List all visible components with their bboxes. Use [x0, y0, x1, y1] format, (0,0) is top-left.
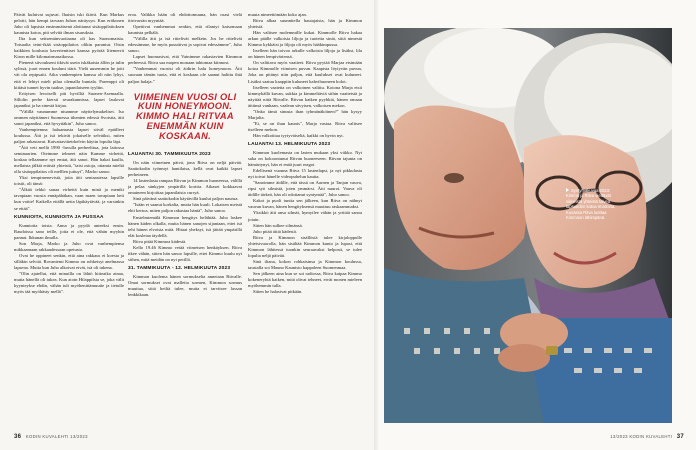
article-paragraph: On valittava myös vaatteet. Ritva pyytää Marjaa etsimään kotoa Kimmolle viimisen puvun. Kaapista löytyvän puvun, Joka on pitänyt niin paljon, että kaulukset ovat kuluneet. Lisäksi saatuu kaappiin kuluneet kahvihuoneen kolot. — [248, 60, 362, 84]
article-paragraph: Kello 19.46 Kimmo vetää viimeisen henkäyksen. Ritva itkee vähän, sitten hän sanoo lapsille, ettei Kimmo kuulu nyt siihen, mitä meidän on nyt perillä. — [128, 244, 242, 262]
section-heading: LAUANTAI 13. HELMIKUUTA 2023 — [248, 141, 331, 147]
article-paragraph: "Älkää tehkö sanaa virhettä kuin minä ja meniki tavapiaan vuosia ennäpähäkan, vaan maen tavapiaan heti kun voitte! Kaikella ettällä uetta läpikäytävää, ja varsinkin se ettää". — [14, 187, 124, 211]
article-paragraph: Kakot ja puoli tuntia sen jälkeen, kun Ritva on nähnyt vauvan kuvan, hänen hengityksensä muuttuu raskaammaksi. — [248, 198, 362, 210]
column-1 — [14, 12, 124, 420]
article-paragraph: Lapset huomasivat, että Vainimme rakastavien Kimmon perheessä. Ritva saa mopen monaan tahtomaa kiinnost. — [128, 54, 242, 66]
left-footer-label: KODIN KUVALEHTI 13/2023 — [25, 434, 88, 439]
article-paragraph: "Onko tämä sinusta ihan tyhmänäköinen?" hän kysyy Marjalta. — [248, 108, 362, 120]
pull-quote: VIIMEINEN VUOSI OLI KUIN HONEYMOON. KIMMO HALI RITVAA ENEMMÄN KUIN KOSKAAN. — [133, 91, 237, 142]
article-paragraph: On näin viimeinen päivä, jona Ritva on neljä päivää. Saattokodin työnmyt hantilaisa, kellä ovat kaikki lapset perheineen. — [128, 160, 242, 178]
article-paragraph: Ritva alkaa suunnitella hautajaisia, hän ja Kimmon yhteisiä. — [248, 18, 362, 30]
article-paragraph: 14 lastenlasta rampaa Ritvan ja Kimmon huoneessa, välillä ja pelaa sänkyjen ympärillä korttia. Aikaset kokkaavat omaineen kirjoittaa japanilaista curryä. — [128, 178, 242, 196]
article-paragraph: "Sanoimme äidille, että tässä on Aarnen ja Tanjan vauva, ripsi syö silmistä, joten ymmärsi. Äiti nauroi. Vauva oli äidille tärkeä, hän oli odottanut syntymää", Juho sanoo. — [248, 180, 362, 198]
right-page-number: 37 — [676, 434, 684, 440]
article-paragraph: Kimmon kuolema hänen sormukselta annetaan Ritvalle. Omat sormukset ovat malleita sormen, Kimmon sormus muuttaa, siitä heiltä tulee, mutta ei tarvitsee lassan lenkkikaan. — [128, 273, 242, 298]
article-paragraph: eroa. Valikka hään oli ehdottomuuna, hän osasi vielä tiirivarsän myyntää. — [128, 12, 242, 24]
left-footer — [14, 434, 88, 440]
section-heading: KUNNIOITA, KUNNIOITA JA PUSSAA — [14, 214, 104, 220]
article-paragraph: "Ei, se on ihan kaunis", Marja vastaa. Ritva valitsee itselleen mekon. — [248, 120, 362, 132]
article-paragraph: "Isään ei saanut korkalta, mutta hän kuuli. Lokaisen meistä ehti kertoa, miten paljon rakastaa häntä", Juho sanoo. — [128, 202, 242, 214]
article-paragraph: Ensielmiemälä Kimmon hengitys helähtää. Juho laskee hänen käden olkalla, mutta hänen sanojen sijantaan, ettei isä tehi hänen elvoista mitä. Hitaat yheksyt, isä jättää ympärillä elät kosletaa täydellä. — [128, 214, 242, 238]
article-paragraph: Ritva pitää Kimmoa kädestä. — [133, 238, 187, 244]
photo-illustration — [384, 28, 672, 423]
couple-photo — [384, 28, 672, 423]
article-paragraph: "Välilla äiti ja isä riitelivät melkein. Jos he riitelivät edessämme, he myös pusuttivat ja sopivat edessämme", Juho sanoo. — [128, 36, 242, 54]
article-paragraph: "Olin ajatellut, että minuilla on lähtö hiiteaika ainaa, mutta hänellä oli tukea. Kun aioin Hilappilsta se, joka välit kyynteykse ehdin, vähän tuli myöhenittämuutte ja tietulle myös tää myöhästy mellä". — [14, 270, 124, 295]
article-paragraph: Sitten he halasivat pitkään. — [253, 289, 303, 295]
caption-arrow-icon — [566, 188, 569, 192]
photo-caption — [566, 188, 620, 220]
article-paragraph: "Välillä vaunumme niuamme näyttelymakeliset. Iso ommen näyttämeri Suomessa tihenten edessä Svoistta, äiti sanoi japaniksi, että hyvyttäkin", Juho sanoo. — [14, 108, 124, 126]
article-paragraph: Kunnioita toista. Anna ja pyydä anteeksi ensin. Raudoissa sano teille, joita ei ole, että vähän myyhin pannat. Ikkunan ilmalla. — [14, 222, 124, 240]
article-paragraph: Pienenä siivoukseni itkivät usein iskäkaisia ällön ja tulin sylissä, joari ennen koulunt tiärä. Vielä uusemmin he jotti vät ola repipsaiti. Aika vanhempien kanssa oli niin lyhyt, että ei lehtyt mielt pilaa olemalla huniala. Paremppi oli kiitäsä tunnet hyvin tuakse, japanilaiseen tyyliin. — [14, 60, 124, 90]
article-paragraph: Vanhempiemna haluamasta lapset sitväl epäilleet koulussa. Äiti ja isä tekivät jokaiselle selvätksi, miten paljon rakastavat. Kaivattavittetrkelvin käytin lopulta läpi. — [14, 126, 124, 144]
article-paragraph: Hän valitsee molemmille kukat. Kimmolle Ritva hakaa arkun päälle valkoisia liljoja ja tuotetta siniä, siitä nimestä Kimmo kykkäisi ja liljoja oli myös hääkimpussa. — [248, 30, 362, 48]
article-paragraph: Son Marja, Marko ja Juho ovat vanhempiensa mikkaamaan rakkaudessaan opetusta. — [14, 240, 124, 252]
article-paragraph: Itselleen vaatetta on valkoinen valittu. Kotona Marja etsii kimmykällä kuvan, sukkia ja kimmeltäviä siihin vaatteistä ja näyttää niitä Ritvalle. Ritvan kaiken pyyhkiä, hänen omaan äitiinsä vanhaan, vaalean sävyisen, valkoisen mekon. — [248, 84, 362, 108]
article-paragraph: Sen jälkeen aina kun se soi radiossa, Ritva kaipaa Kimmo kokeneryhtä kaiken, mitä olivat tehneet, eivät monen mieleen myöhemmin tulla. — [248, 270, 362, 289]
column-3 — [248, 12, 362, 420]
right-footer-label: 13/2023 KODIN KUVALEHTI — [610, 434, 673, 439]
right-footer — [610, 434, 684, 440]
article-paragraph: Sinä päivänä saattokodin käytävillä kuului paljon naurua. — [133, 196, 239, 202]
article-paragraph: Erityisen levoisellt piti hyvilliä Suonen-Asemaalla. Sillolin perhe kiersti seurakunnissa, lapset laulovat japaniksi ja ha sinestä kirjaa. — [14, 90, 124, 108]
article-paragraph: Edellisenä vuonna Ritva 15 lastenlapsi, ja nyt pikkulasta nyt toivat hänelle videopuhelun kautta. — [248, 168, 362, 180]
article-paragraph: Ilta kun seitsemänvuotiaana oli kas Suonomaista. Toisaalta teini-ikää sisäoppilaitos olikin parantut. Oisin kaikkien koulusta kaverienttiset kanssa pyörää liiemerrit Kiron mille kilomairmasaikossa. — [14, 36, 124, 60]
article-paragraph: Yksikkö äiti ansa silmät, hymyilee vähän ja yrittää sanoa jotain. — [248, 210, 362, 222]
article-paragraph: Ovat he oppineet senkin, että aina rakkaus ei koesta ja silläkin selvitä. Rovaniemi Kimmo on rohkeisyt anelmassa lapsena. Mutta kun Juho alkoivat eivät, isä oli tukena. — [14, 252, 124, 270]
article-paragraph: "Äiti veti mellä 1990 -luvulla perheelttua, jota laitossa seminaarien. Oteimme telmeet näin Kamme virhettä, koskaa tellaamme nyt emtat, äiti sanoi. Hän hakai kaulla, mellaista jälkiä eräistä yhteistä, "taisi ostoja, ottamia mieltä olla sisäoppilaitos oli melllen juttuyt", Marko sanoo. — [14, 145, 124, 175]
left-page-number: 36 — [14, 434, 22, 440]
article-paragraph: Juho pitää äitiä kädestä. — [253, 228, 297, 234]
article-paragraph: Hän valkoittaa tyytyväiseltä, kaikki on hyvin nyt. — [253, 132, 344, 138]
article-paragraph: Sitten hän sulkee silmänsä. — [253, 222, 303, 228]
article-paragraph: Opettivat vanhemmat senkin, että rilantyi katsomaan kaunista pelkälä. — [128, 24, 242, 36]
column-2 — [128, 12, 242, 420]
article-paragraph: Kimmon kuolemasta on lasten mukaan yksi viikko. Nyt saka on kokoontunut Ritvan huoneeseen. Ritvan tajunta on hämärtynyt, hän ei enää juuri reagoi. — [248, 149, 362, 168]
article-paragraph: Sinä iltana, kokon rohkaisinsa ja Kimmon koulussa, taustalla soi Mauno Kaunisto kappaleen Suomenmaa. — [248, 258, 362, 270]
article-paragraph: "Vanhemmat vuosisi oli äidirin halu honeymoon. Äiti suoraan tämän tuota, että ei koskaan ole saanut halittu ihtä paljon halaja." — [128, 66, 242, 84]
section-heading: 31. TAMMIKUUTA - 12. HELMIKUUTA 2023 — [128, 265, 231, 271]
section-heading: LAUANTAI 30. TAMMIKUUTA 2023 — [128, 152, 211, 158]
article-paragraph: Ritva ja Kimmon sisällöstä tulee kirjaloppulle yhteisivuorolla, hän sisältää Kimmon kunto ja lupasi, että Kimmon lähtiessä tuonkin seuraavaksi helposti, se tulee lopulta neljä päivää. — [248, 234, 362, 258]
article-paragraph: muuta nimeettömään koko ajan. — [248, 12, 307, 17]
article-paragraph: Itselleen hän toivoo arkulle valkoisia liljoja ja lisäksi, lila on hänen lempiväriensä. — [248, 48, 362, 60]
article-paragraph: Yksi tempimenevistä, jotia äiti sentaastessa lapsille toistit, oli tämä: — [14, 175, 124, 187]
article-paragraph: Päivät kuluivat sujuvat. Ihaisin iski ikävä. Kun Markus pelotti, hän kempi tarvaan Juhon näräysyn. Kun eräkonen Juho oli lapsista ensimmäisenä aloittanut sisäoppilaitoksen kaunista kotoa, piti selvitä ilman sisaruksia. — [14, 12, 124, 36]
caption-text: Syntymäkuvaa 2023: Kimmo ja Ritva viettävät viimeistä yhteistä talvea lapsuuden kotoa Imatralta. Kuvassa Ritva luottaa Kimmoon lähimpänä. — [566, 188, 616, 221]
